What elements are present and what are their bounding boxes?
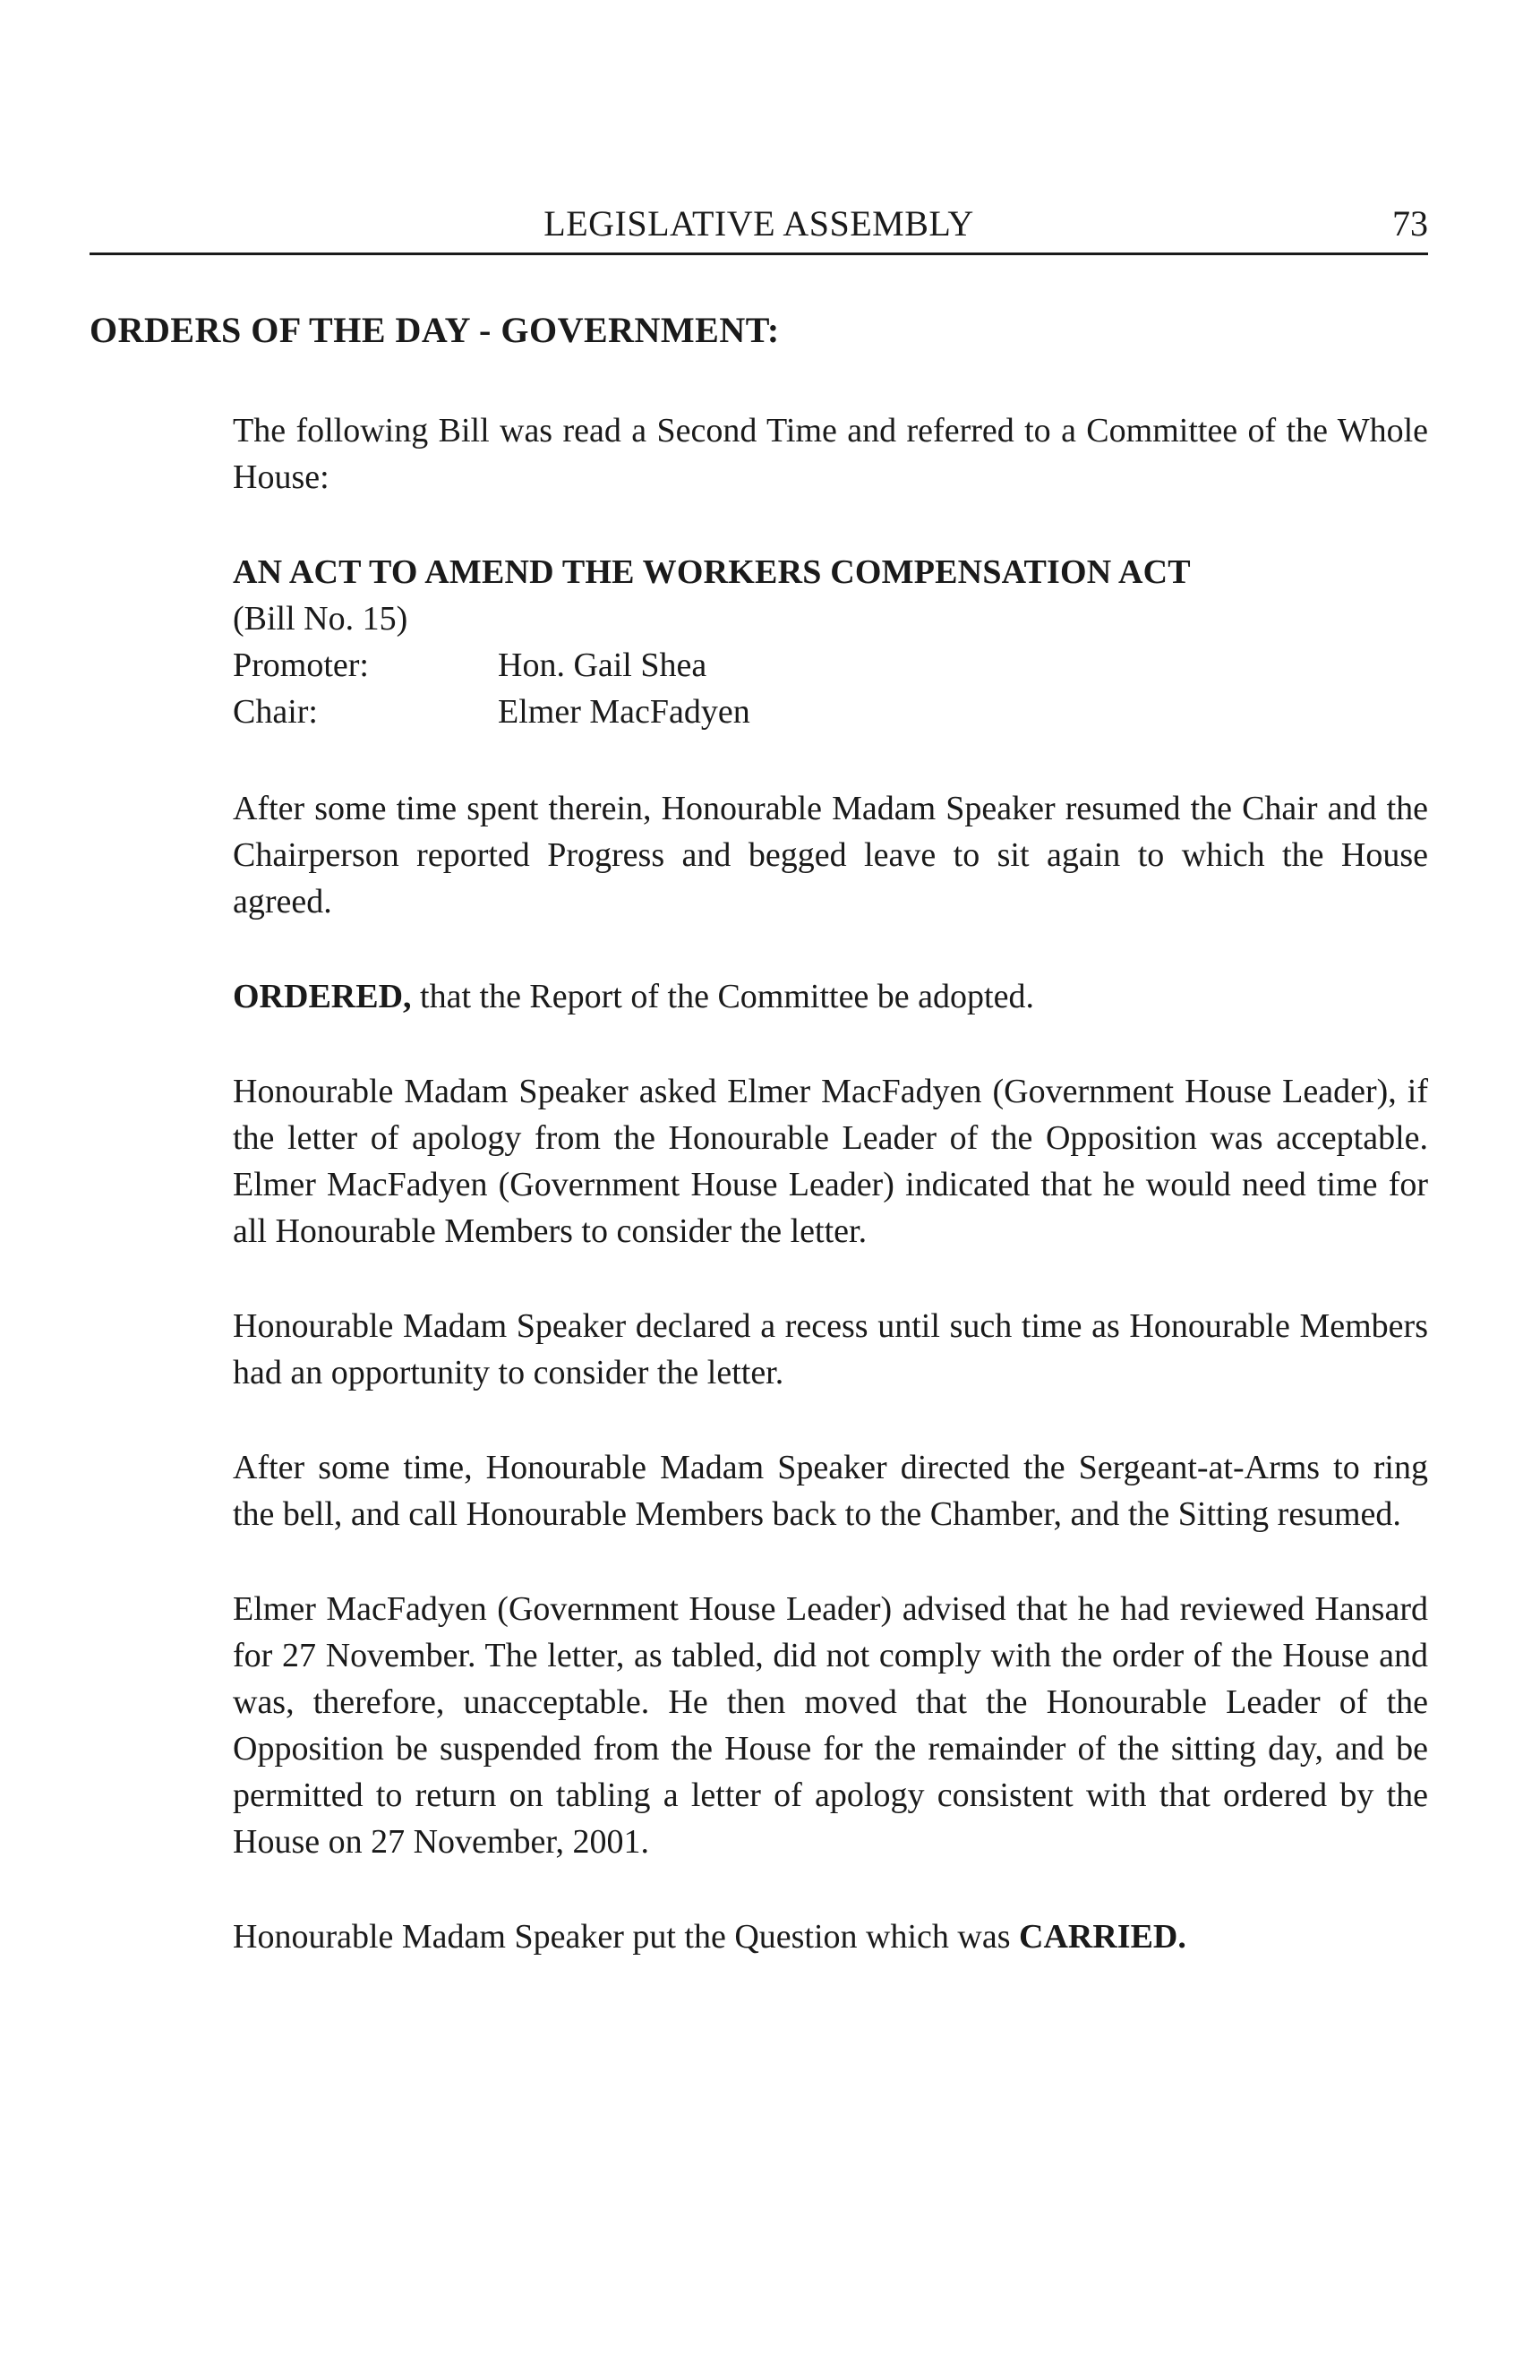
- question-result: CARRIED.: [1019, 1918, 1186, 1956]
- question-text: Honourable Madam Speaker put the Question which was: [233, 1918, 1020, 1956]
- ordered-keyword: ORDERED,: [233, 978, 412, 1015]
- page-number: 73: [1392, 203, 1428, 244]
- promoter-name: Hon. Gail Shea: [498, 646, 707, 684]
- section-heading: ORDERS OF THE DAY - GOVERNMENT:: [90, 310, 780, 350]
- ordered-paragraph: [233, 973, 1428, 1020]
- apology-paragraph: Honourable Madam Speaker asked Elmer MacFadyen (Government House Leader), if the letter of apology from the Honourable Leader of the Opposition was acceptable. Elmer MacFadyen (Government House Leader) indicated that he would need time for all Honourable Members to consider the letter.: [233, 1073, 1428, 1250]
- running-header: [90, 197, 1428, 255]
- chair-name: Elmer MacFadyen: [498, 693, 750, 731]
- motion-paragraph: Elmer MacFadyen (Government House Leader) advised that he had reviewed Hansard for 27 November. The letter, as tabled, did not comply with the order of the House and was, therefore, unacceptable. He then moved that the Honourable Leader of the Opposition be suspended from the House for the remainder of the sitting day, and be permitted to return on tabling a letter of apology consistent with that ordered by the House on 27 November, 2001.: [233, 1590, 1428, 1861]
- body-content: [233, 407, 1428, 2008]
- chair-label: Chair:: [233, 693, 318, 731]
- promoter-row: [233, 642, 1428, 689]
- intro-paragraph: The following Bill was read a Second Time and referred to a Committee of the Whole House:: [233, 412, 1428, 496]
- resumed-paragraph: After some time, Honourable Madam Speaker directed the Sergeant-at-Arms to ring the bell, and call Honourable Members back to the Chamber, and the Sitting resumed.: [233, 1449, 1428, 1533]
- question-paragraph: [233, 1913, 1428, 1960]
- promoter-label: Promoter:: [233, 646, 369, 684]
- progress-paragraph: After some time spent therein, Honourable Madam Speaker resumed the Chair and the Chairperson reported Progress and begged leave to sit again to which the House agreed.: [233, 790, 1428, 920]
- header-title: LEGISLATIVE ASSEMBLY: [543, 203, 974, 244]
- bill-number: (Bill No. 15): [233, 600, 408, 638]
- recess-paragraph: Honourable Madam Speaker declared a recess until such time as Honourable Members had an opportunity to consider the letter.: [233, 1307, 1428, 1391]
- bill-details: [233, 549, 1428, 735]
- ordered-text: that the Report of the Committee be adopted.: [411, 978, 1034, 1015]
- bill-title: AN ACT TO AMEND THE WORKERS COMPENSATION ACT: [233, 553, 1191, 591]
- chair-row: [233, 689, 1428, 735]
